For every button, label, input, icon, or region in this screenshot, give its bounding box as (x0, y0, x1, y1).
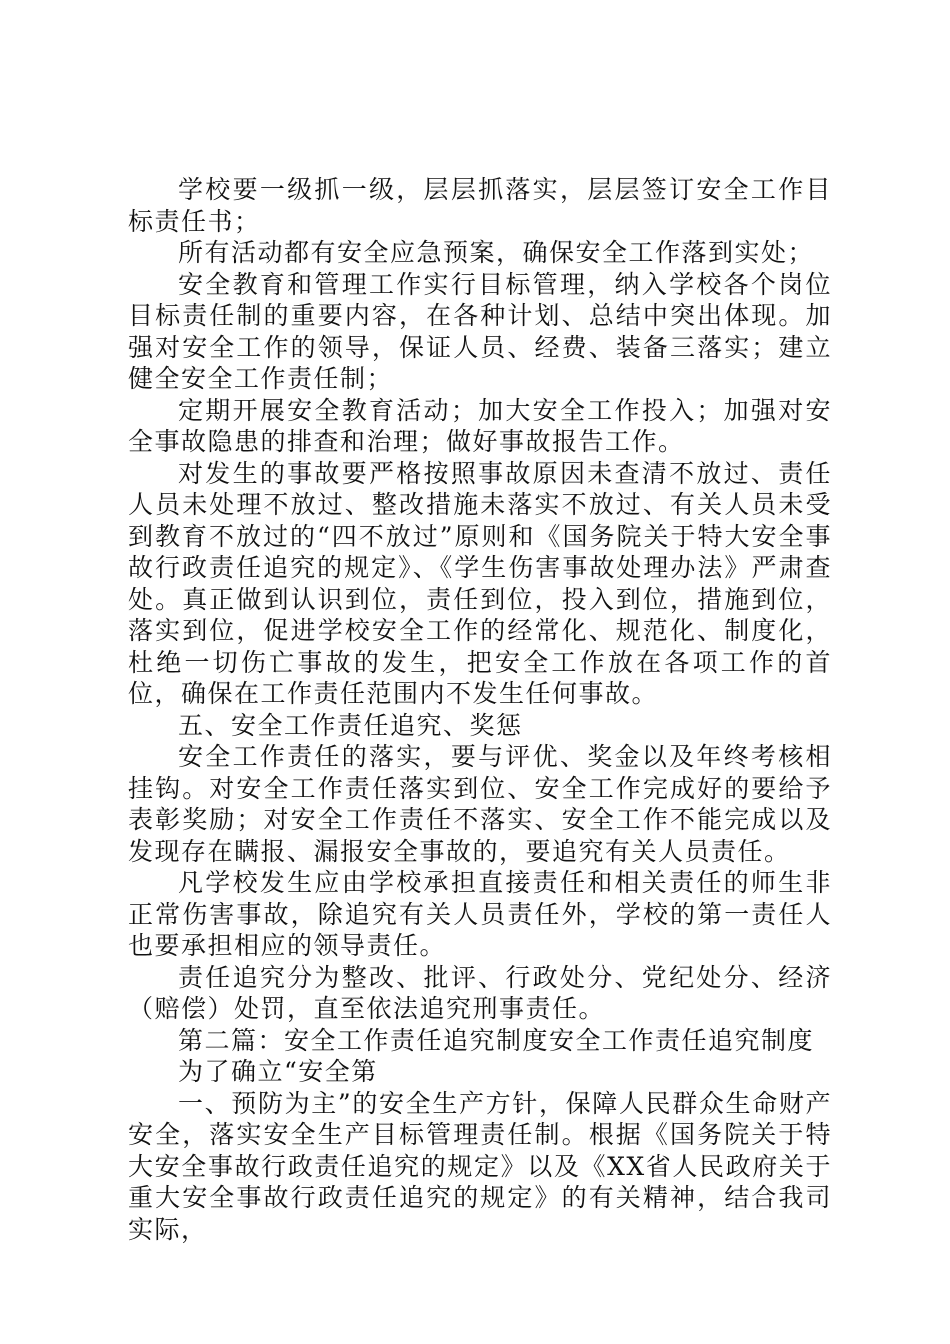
paragraph-8: 责任追究分为整改、批评、行政处分、党纪处分、经济（赔偿）处罚，直至依法追究刑事责任。 (128, 962, 832, 1023)
paragraph-7: 凡学校发生应由学校承担直接责任和相关责任的师生非正常伤害事故，除追究有关人员责任外，学校的第一责任人也要承担相应的领导责任。 (128, 868, 832, 960)
paragraph-4: 定期开展安全教育活动；加大安全工作投入；加强对安全事故隐患的排查和治理；做好事故报告工作。 (128, 395, 832, 456)
section-heading-5: 五、安全工作责任追究、奖惩 (178, 710, 523, 740)
paragraph-9: 为了确立“安全第 (178, 1057, 378, 1086)
paragraph-2: 所有活动都有安全应急预案，确保安全工作落到实处； (178, 238, 815, 267)
paragraph-3: 安全教育和管理工作实行目标管理，纳入学校各个岗位目标责任制的重要内容，在各种计划、总结中突出体现。加强对安全工作的领导，保证人员、经费、装备三落实；建立健全安全工作责任制； (128, 269, 832, 393)
paragraph-5: 对发生的事故要严格按照事故原因未查清不放过、责任人员未处理不放过、整改措施未落实不放过、有关人员未受到教育不放过的“四不放过”原则和《国务院关于特大安全事故行政责任追究的规定》、《学生伤害事故处理办法》严肃查处。真正做到认识到位，责任到位，投入到位，措施到位，落实到位，促进学校安全工作的经常化、规范化、制度化，杜绝一切伤亡事故的发生，把安全工作放在各项工作的首位，确保在工作责任范围内不发生任何事故。 (128, 458, 832, 708)
chapter-heading-2: 第二篇：安全工作责任追究制度安全工作责任追究制度 (178, 1025, 815, 1055)
paragraph-6: 安全工作责任的落实，要与评优、奖金以及年终考核相挂钩。对安全工作责任落实到位、安全工作完成好的要给予表彰奖励；对安全工作责任不落实、安全工作不能完成以及发现存在瞒报、漏报安全事故的，要追究有关人员责任。 (128, 742, 832, 866)
paragraph-10: 一、预防为主”的安全生产方针，保障人民群众生命财产安全，落实安全生产目标管理责任制。根据《国务院关于特大安全事故行政责任追究的规定》以及《XX省人民政府关于重大安全事故行政责任追究的规定》的有关精神，结合我司实际， (128, 1088, 832, 1244)
paragraph-1: 学校要一级抓一级，层层抓落实，层层签订安全工作目标责任书； (128, 175, 832, 236)
document-page (128, 174, 832, 1245)
